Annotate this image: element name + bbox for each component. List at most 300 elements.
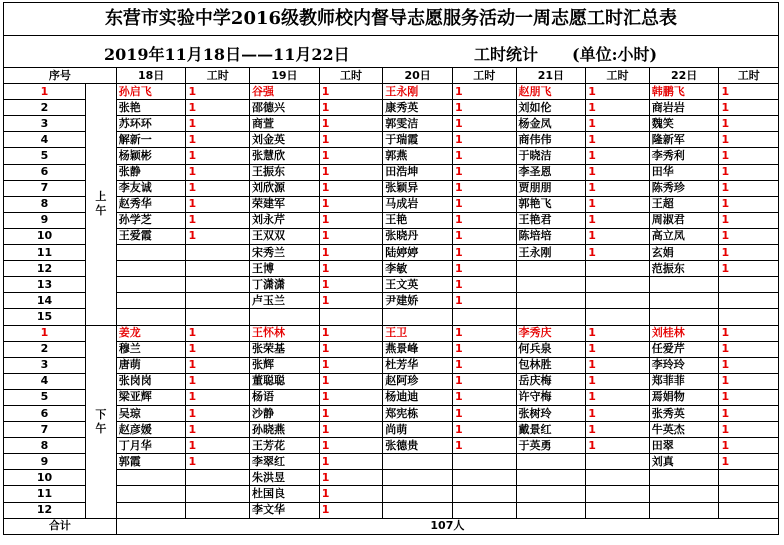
table-row [4, 389, 779, 405]
hours-cell [719, 277, 779, 293]
hours-cell [186, 309, 250, 325]
teacher-name: 王怀林 [250, 325, 320, 341]
hours-cell [186, 502, 250, 518]
hours-cell: 1 [319, 277, 383, 293]
row-number: 11 [4, 486, 86, 502]
table-row [4, 309, 779, 325]
teacher-name: 王芳花 [250, 438, 320, 454]
table-row [4, 116, 779, 132]
hours-cell [186, 277, 250, 293]
teacher-name: 李玲玲 [649, 357, 719, 373]
teacher-name: 戴景红 [516, 422, 586, 438]
hours-cell [186, 245, 250, 261]
row-number: 13 [4, 277, 86, 293]
row-number: 7 [4, 180, 86, 196]
hours-cell: 1 [319, 373, 383, 389]
teacher-name: 王艳 [383, 212, 453, 228]
teacher-name: 李圣恩 [516, 164, 586, 180]
hours-cell: 1 [186, 454, 250, 470]
teacher-name: 宋秀兰 [250, 245, 320, 261]
teacher-name: 刘金英 [250, 132, 320, 148]
teacher-name: 马成岩 [383, 196, 453, 212]
teacher-name [116, 502, 186, 518]
hours-cell: 1 [452, 164, 516, 180]
table-row [4, 100, 779, 116]
teacher-name: 康秀英 [383, 100, 453, 116]
teacher-name: 张德贵 [383, 438, 453, 454]
teacher-name: 于晓洁 [516, 148, 586, 164]
teacher-name: 贾朋朋 [516, 180, 586, 196]
teacher-name: 孙启飞 [116, 84, 186, 100]
hours-cell: 1 [452, 325, 516, 341]
teacher-name [516, 486, 586, 502]
table-row [4, 245, 779, 261]
hours-cell [719, 502, 779, 518]
hours-cell: 1 [452, 389, 516, 405]
hours-cell: 1 [319, 84, 383, 100]
hours-cell: 1 [452, 422, 516, 438]
hours-cell [452, 454, 516, 470]
hours-cell: 1 [719, 228, 779, 244]
teacher-name: 解新一 [116, 132, 186, 148]
hours-cell: 1 [719, 261, 779, 277]
hours-cell: 1 [586, 100, 650, 116]
hours-cell: 1 [719, 341, 779, 357]
teacher-name: 商萱 [250, 116, 320, 132]
teacher-name: 王超 [649, 196, 719, 212]
table-row [4, 84, 779, 100]
hours-cell: 1 [186, 180, 250, 196]
table-row [4, 212, 779, 228]
table-row [4, 486, 779, 502]
hours-cell: 1 [719, 389, 779, 405]
teacher-name: 刘如伦 [516, 100, 586, 116]
hours-cell: 1 [452, 357, 516, 373]
teacher-name: 陈培培 [516, 228, 586, 244]
teacher-name [116, 470, 186, 486]
hours-cell: 1 [452, 116, 516, 132]
teacher-name [383, 502, 453, 518]
teacher-name: 隆新军 [649, 132, 719, 148]
teacher-name [516, 309, 586, 325]
teacher-name [649, 277, 719, 293]
teacher-name [516, 502, 586, 518]
teacher-name: 董聪聪 [250, 373, 320, 389]
teacher-name: 商伟伟 [516, 132, 586, 148]
sheet-title: 东营市实验中学2016级教师校内督导志愿服务活动一周志愿工时汇总表 [3, 2, 779, 36]
teacher-name: 杨语 [250, 389, 320, 405]
hours-cell [719, 309, 779, 325]
hours-cell: 1 [719, 325, 779, 341]
table-row [4, 164, 779, 180]
table-row [4, 373, 779, 389]
hours-cell: 1 [719, 405, 779, 421]
teacher-name: 李秀利 [649, 148, 719, 164]
hours-cell [586, 277, 650, 293]
teacher-name [250, 309, 320, 325]
hours-cell: 1 [586, 405, 650, 421]
hours-cell: 1 [452, 132, 516, 148]
hours-cell: 1 [452, 341, 516, 357]
table-row [4, 325, 779, 341]
hours-cell: 1 [452, 196, 516, 212]
teacher-name [516, 277, 586, 293]
hours-cell: 1 [319, 245, 383, 261]
hours-cell: 1 [186, 148, 250, 164]
teacher-name: 吴琼 [116, 405, 186, 421]
teacher-name: 刘永芹 [250, 212, 320, 228]
row-number: 15 [4, 309, 86, 325]
teacher-name: 岳庆梅 [516, 373, 586, 389]
hours-cell: 1 [452, 180, 516, 196]
table-row [4, 196, 779, 212]
teacher-name: 赵秀华 [116, 196, 186, 212]
teacher-name [116, 245, 186, 261]
teacher-name: 王永刚 [516, 245, 586, 261]
teacher-name: 田翠 [649, 438, 719, 454]
hours-cell: 1 [319, 325, 383, 341]
hours-cell [452, 470, 516, 486]
hours-cell [319, 309, 383, 325]
teacher-name: 田华 [649, 164, 719, 180]
header-hours: 工时 [719, 68, 779, 84]
hours-cell [452, 502, 516, 518]
hours-cell: 1 [186, 405, 250, 421]
teacher-name: 许守梅 [516, 389, 586, 405]
teacher-name: 郭雯洁 [383, 116, 453, 132]
table-row [4, 422, 779, 438]
hours-cell: 1 [319, 212, 383, 228]
teacher-name [649, 309, 719, 325]
teacher-name: 王文英 [383, 277, 453, 293]
teacher-name: 荣建军 [250, 196, 320, 212]
hours-cell: 1 [186, 438, 250, 454]
stat-label: 工时统计 [474, 45, 539, 64]
hours-cell: 1 [719, 373, 779, 389]
hours-cell: 1 [186, 196, 250, 212]
row-number: 9 [4, 454, 86, 470]
header-day: 21日 [516, 68, 586, 84]
teacher-name: 田浩坤 [383, 164, 453, 180]
hours-cell [586, 309, 650, 325]
hours-cell: 1 [319, 180, 383, 196]
teacher-name [383, 454, 453, 470]
hours-cell: 1 [719, 357, 779, 373]
teacher-name: 赵阿珍 [383, 373, 453, 389]
hours-cell [186, 470, 250, 486]
hours-cell: 1 [452, 261, 516, 277]
teacher-name: 赵彦媛 [116, 422, 186, 438]
teacher-name: 李敏 [383, 261, 453, 277]
hours-cell: 1 [319, 116, 383, 132]
header-hours: 工时 [319, 68, 383, 84]
hours-cell: 1 [319, 422, 383, 438]
table-row [4, 341, 779, 357]
teacher-name: 刘欣源 [250, 180, 320, 196]
subtitle-row [3, 35, 779, 68]
hours-cell [586, 470, 650, 486]
table-row [4, 261, 779, 277]
hours-cell: 1 [319, 405, 383, 421]
teacher-name: 王博 [250, 261, 320, 277]
teacher-name: 周淑君 [649, 212, 719, 228]
teacher-name: 穆兰 [116, 341, 186, 357]
teacher-name: 王永刚 [383, 84, 453, 100]
header-index: 序号 [4, 68, 117, 84]
hours-cell: 1 [319, 470, 383, 486]
row-number: 6 [4, 164, 86, 180]
table-row [4, 454, 779, 470]
hours-cell: 1 [586, 148, 650, 164]
teacher-name [516, 261, 586, 277]
hours-cell [586, 486, 650, 502]
teacher-name [649, 502, 719, 518]
table-row [4, 148, 779, 164]
teacher-name: 王卫 [383, 325, 453, 341]
table-row [4, 180, 779, 196]
teacher-name: 包林胜 [516, 357, 586, 373]
period-label: 下 午 [86, 325, 117, 518]
hours-cell [586, 502, 650, 518]
teacher-name: 丁月华 [116, 438, 186, 454]
hours-cell [719, 486, 779, 502]
hours-cell: 1 [719, 116, 779, 132]
header-hours: 工时 [186, 68, 250, 84]
row-number: 9 [4, 212, 86, 228]
teacher-name: 张辉 [250, 357, 320, 373]
hours-cell: 1 [319, 486, 383, 502]
row-number: 5 [4, 389, 86, 405]
hours-cell: 1 [186, 389, 250, 405]
hours-cell [719, 470, 779, 486]
row-number: 2 [4, 100, 86, 116]
teacher-name: 谷强 [250, 84, 320, 100]
hours-cell: 1 [186, 422, 250, 438]
hours-cell [586, 454, 650, 470]
hours-cell: 1 [319, 132, 383, 148]
hours-cell [719, 293, 779, 309]
teacher-name [116, 486, 186, 502]
teacher-name: 李秀庆 [516, 325, 586, 341]
teacher-name [383, 470, 453, 486]
row-number: 11 [4, 245, 86, 261]
teacher-name: 姜龙 [116, 325, 186, 341]
teacher-name: 范振东 [649, 261, 719, 277]
teacher-name: 王双双 [250, 228, 320, 244]
teacher-name: 唐萌 [116, 357, 186, 373]
table-row [4, 228, 779, 244]
table-row [4, 277, 779, 293]
hours-cell: 1 [319, 100, 383, 116]
teacher-name: 杜国良 [250, 486, 320, 502]
teacher-name: 张岗岗 [116, 373, 186, 389]
hours-cell: 1 [586, 422, 650, 438]
hours-cell: 1 [586, 325, 650, 341]
hours-cell: 1 [186, 164, 250, 180]
hours-cell: 1 [452, 277, 516, 293]
row-number: 4 [4, 132, 86, 148]
table-row [4, 293, 779, 309]
hours-cell: 1 [719, 148, 779, 164]
teacher-name: 魏笑 [649, 116, 719, 132]
table-row [4, 502, 779, 518]
hours-cell [186, 293, 250, 309]
teacher-name: 张秀英 [649, 405, 719, 421]
hours-cell: 1 [452, 148, 516, 164]
teacher-name: 陈秀珍 [649, 180, 719, 196]
teacher-name: 李翠红 [250, 454, 320, 470]
teacher-name: 于英勇 [516, 438, 586, 454]
teacher-name: 张颖异 [383, 180, 453, 196]
teacher-name [649, 293, 719, 309]
hours-cell: 1 [719, 84, 779, 100]
row-number: 12 [4, 502, 86, 518]
teacher-name: 梁亚辉 [116, 389, 186, 405]
hours-cell: 1 [319, 454, 383, 470]
row-number: 3 [4, 116, 86, 132]
hours-cell: 1 [719, 422, 779, 438]
teacher-name: 郑宪栋 [383, 405, 453, 421]
hours-cell: 1 [186, 116, 250, 132]
hours-cell: 1 [586, 438, 650, 454]
hours-cell: 1 [719, 132, 779, 148]
teacher-name: 丁潇潇 [250, 277, 320, 293]
teacher-name: 郭霞 [116, 454, 186, 470]
hours-cell [452, 309, 516, 325]
hours-cell: 1 [586, 84, 650, 100]
teacher-name: 高立凤 [649, 228, 719, 244]
row-number: 8 [4, 438, 86, 454]
hours-cell: 1 [319, 357, 383, 373]
hours-cell: 1 [586, 228, 650, 244]
row-number: 12 [4, 261, 86, 277]
hours-cell: 1 [186, 373, 250, 389]
hours-cell: 1 [319, 389, 383, 405]
teacher-name [116, 293, 186, 309]
header-day: 18日 [116, 68, 186, 84]
table-row [4, 357, 779, 373]
hours-cell: 1 [452, 245, 516, 261]
row-number: 2 [4, 341, 86, 357]
hours-cell: 1 [586, 389, 650, 405]
teacher-name: 李友诚 [116, 180, 186, 196]
teacher-name: 张晓丹 [383, 228, 453, 244]
hours-cell: 1 [719, 100, 779, 116]
teacher-name: 张艳 [116, 100, 186, 116]
teacher-name: 尚萌 [383, 422, 453, 438]
row-number: 6 [4, 405, 86, 421]
teacher-name: 何兵泉 [516, 341, 586, 357]
hours-cell: 1 [186, 357, 250, 373]
row-number: 10 [4, 470, 86, 486]
hours-cell: 1 [186, 132, 250, 148]
teacher-name: 商岩岩 [649, 100, 719, 116]
hours-cell: 1 [319, 228, 383, 244]
hours-cell: 1 [719, 245, 779, 261]
header-day: 22日 [649, 68, 719, 84]
teacher-name [116, 261, 186, 277]
teacher-name: 邵德兴 [250, 100, 320, 116]
hours-cell: 1 [586, 116, 650, 132]
hours-cell: 1 [719, 212, 779, 228]
row-number: 3 [4, 357, 86, 373]
hours-cell [186, 261, 250, 277]
teacher-name: 玄娟 [649, 245, 719, 261]
row-number: 7 [4, 422, 86, 438]
teacher-name: 张静 [116, 164, 186, 180]
hours-cell: 1 [319, 261, 383, 277]
hours-cell: 1 [719, 438, 779, 454]
total-row [4, 518, 779, 534]
header-hours: 工时 [452, 68, 516, 84]
header-day: 19日 [250, 68, 320, 84]
teacher-name [516, 454, 586, 470]
hours-cell: 1 [586, 245, 650, 261]
hours-cell: 1 [452, 373, 516, 389]
teacher-name: 燕景峰 [383, 341, 453, 357]
hours-cell: 1 [186, 100, 250, 116]
hours-cell: 1 [186, 325, 250, 341]
table-row [4, 132, 779, 148]
teacher-name: 于瑞霞 [383, 132, 453, 148]
teacher-name [383, 309, 453, 325]
teacher-name: 孙晓燕 [250, 422, 320, 438]
hours-cell [452, 486, 516, 502]
hours-cell: 1 [319, 341, 383, 357]
hours-cell [186, 486, 250, 502]
hours-cell: 1 [186, 84, 250, 100]
hours-cell: 1 [452, 405, 516, 421]
header-day: 20日 [383, 68, 453, 84]
row-number: 4 [4, 373, 86, 389]
table-row [4, 405, 779, 421]
teacher-name: 张树玲 [516, 405, 586, 421]
hours-cell: 1 [452, 438, 516, 454]
hours-table [3, 67, 779, 535]
period-label: 上 午 [86, 84, 117, 325]
teacher-name [116, 309, 186, 325]
total-label: 合计 [4, 518, 117, 534]
teacher-name: 王振东 [250, 164, 320, 180]
hours-cell: 1 [586, 357, 650, 373]
teacher-name: 苏环环 [116, 116, 186, 132]
teacher-name: 牛英杰 [649, 422, 719, 438]
teacher-name: 尹建娇 [383, 293, 453, 309]
hours-cell: 1 [586, 341, 650, 357]
hours-cell: 1 [319, 438, 383, 454]
hours-cell: 1 [319, 164, 383, 180]
teacher-name: 朱洪昱 [250, 470, 320, 486]
header-hours: 工时 [586, 68, 650, 84]
hours-cell [586, 261, 650, 277]
teacher-name: 郑菲菲 [649, 373, 719, 389]
teacher-name: 郭艳飞 [516, 196, 586, 212]
teacher-name: 张荣基 [250, 341, 320, 357]
teacher-name: 韩鹏飞 [649, 84, 719, 100]
teacher-name: 李文华 [250, 502, 320, 518]
hours-cell: 1 [452, 293, 516, 309]
teacher-name [516, 470, 586, 486]
teacher-name: 王爱霞 [116, 228, 186, 244]
teacher-name: 王艳君 [516, 212, 586, 228]
row-number: 10 [4, 228, 86, 244]
teacher-name: 刘真 [649, 454, 719, 470]
hours-cell: 1 [452, 228, 516, 244]
hours-cell: 1 [452, 212, 516, 228]
hours-cell: 1 [586, 196, 650, 212]
hours-cell: 1 [719, 454, 779, 470]
row-number: 1 [4, 325, 86, 341]
